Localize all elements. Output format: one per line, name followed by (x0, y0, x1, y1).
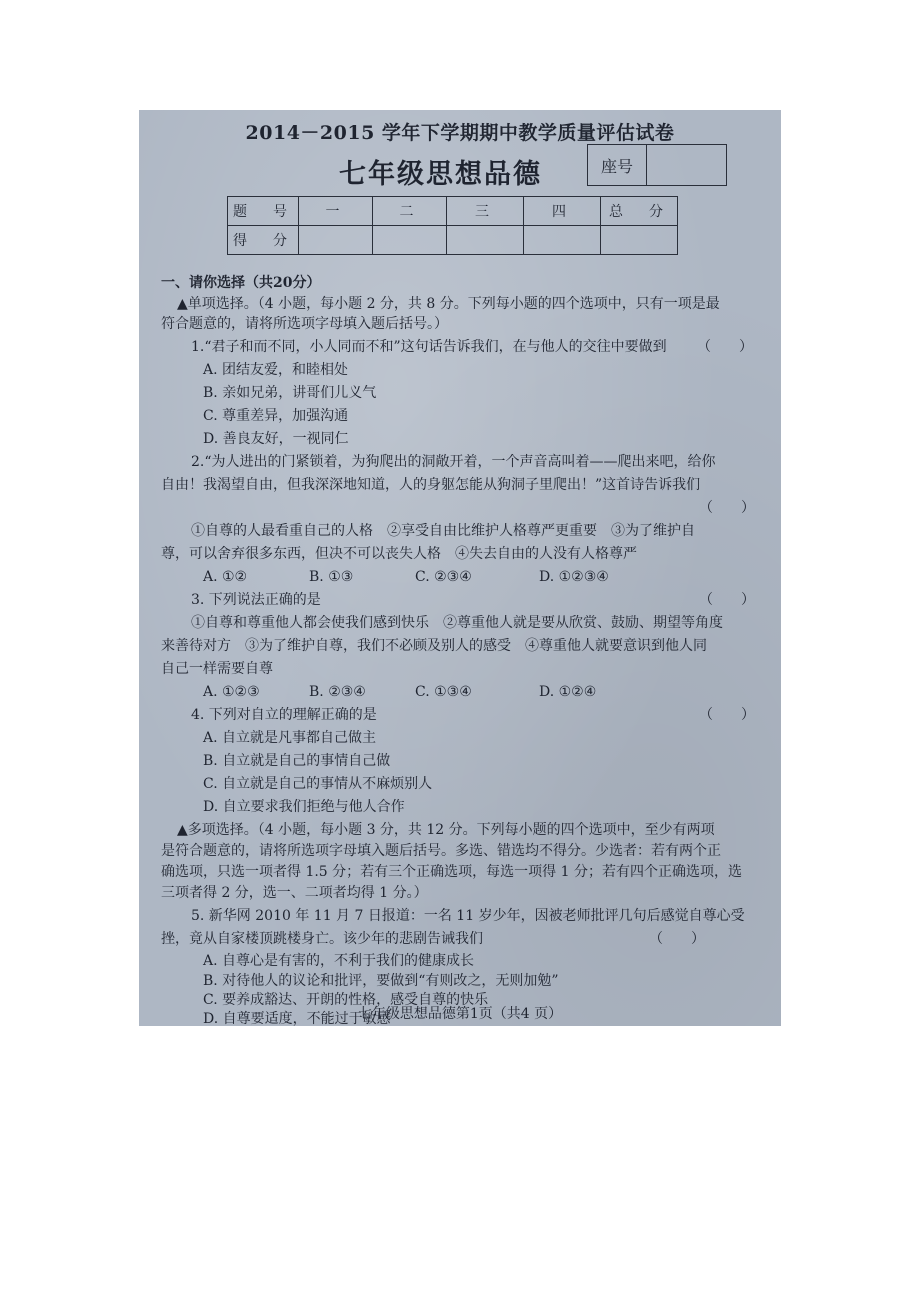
q3-stem: 3. 下列说法正确的是 (191, 592, 321, 608)
q2-statement-1: ①自尊的人最看重自己的人格 ②享受自由比维护人格尊严更重要 ③为了维护自 (191, 523, 695, 539)
single-choice-intro-1: ▲单项选择。（4 小题，每小题 2 分，共 8 分。下列每小题的四个选项中，只有一项是最 (177, 296, 720, 312)
score-cell (373, 226, 447, 255)
score-col-4: 四 (524, 197, 601, 226)
score-row-label: 得 分 (228, 226, 299, 255)
q3-option-b: B. ②③④ (309, 684, 366, 700)
q4-option-d: D. 自立要求我们拒绝与他人合作 (203, 799, 405, 815)
q2-option-a: A. ①② (203, 569, 248, 585)
score-cell (524, 226, 601, 255)
score-table-score-row (228, 226, 678, 255)
q2-bracket: （ ） (699, 500, 755, 516)
score-col-label: 题 号 (228, 197, 299, 226)
q2-option-c: C. ②③④ (415, 569, 472, 585)
q3-statement-2: 来善待对方 ③为了维护自尊，我们不必顾及别人的感受 ④尊重他人就要意识到他人同 (161, 638, 707, 654)
q2-option-b: B. ①③ (309, 569, 354, 585)
seat-number-box (587, 144, 727, 186)
q3-option-a: A. ①②③ (203, 684, 260, 700)
page-footer: 七年级思想品德第1页（共4 页） (357, 1006, 563, 1022)
exam-paper (139, 110, 781, 1026)
score-col-1: 一 (299, 197, 373, 226)
q3-statement-3: 自己一样需要自尊 (161, 661, 273, 677)
q5-stem-1: 5. 新华网 2010 年 11 月 7 日报道：一名 11 岁少年，因被老师批评几句后感觉自尊心受 (191, 908, 745, 924)
q1-bracket: （ ） (697, 339, 753, 355)
q4-option-a: A. 自立就是凡事都自己做主 (203, 730, 377, 746)
q1-stem: 1.“君子和而不同，小人同而不和”这句话告诉我们，在与他人的交往中要做到 (191, 339, 667, 355)
q1-option-d: D. 善良友好，一视同仁 (203, 431, 349, 447)
q5-option-c: C. 要养成豁达、开朗的性格，感受自尊的快乐 (203, 992, 489, 1008)
exam-title: 2014－2015 学年下学期期中教学质量评估试卷 (245, 122, 675, 144)
score-cell (447, 226, 524, 255)
q1-option-a: A. 团结友爱，和睦相处 (203, 362, 349, 378)
multi-choice-intro-4: 三项者得 2 分，选一、二项者均得 1 分。） (161, 885, 428, 901)
q3-statement-1: ①自尊和尊重他人都会使我们感到快乐 ②尊重他人就是要从欣赏、鼓励、期望等角度 (191, 615, 723, 631)
score-col-total: 总 分 (601, 197, 678, 226)
q1-option-b: B. 亲如兄弟，讲哥们儿义气 (203, 385, 377, 401)
q2-statement-2: 尊，可以舍弃很多东西，但决不可以丧失人格 ④失去自由的人没有人格尊严 (161, 546, 637, 562)
multi-choice-intro-1: ▲多项选择。（4 小题，每小题 3 分，共 12 分。下列每小题的四个选项中，至少有两项 (177, 822, 715, 838)
q5-stem-2: 挫，竟从自家楼顶跳楼身亡。该少年的悲剧告诫我们 (161, 931, 483, 947)
q5-option-b: B. 对待他人的议论和批评，要做到“有则改之，无则加勉” (203, 973, 559, 989)
multi-choice-intro-3: 确选项，只选一项者得 1.5 分；若有三个正确选项，每选一项得 1 分；若有四个正确选项，选 (161, 864, 742, 880)
seat-label: 座号 (588, 145, 647, 185)
seat-value (647, 145, 726, 185)
q3-option-c: C. ①③④ (415, 684, 472, 700)
score-cell (601, 226, 678, 255)
q4-stem: 4. 下列对自立的理解正确的是 (191, 707, 377, 723)
q5-option-a: A. 自尊心是有害的，不利于我们的健康成长 (203, 953, 475, 969)
section-heading: 一、请你选择（共20分） (161, 275, 321, 291)
q4-bracket: （ ） (699, 707, 755, 723)
score-col-3: 三 (447, 197, 524, 226)
q5-option-d: D. 自尊要适度，不能过于敏感 (203, 1011, 391, 1026)
q4-option-b: B. 自立就是自己的事情自己做 (203, 753, 391, 769)
q2-option-d: D. ①②③④ (539, 569, 609, 585)
multi-choice-intro-2: 是符合题意的，请将所选项字母填入题后括号。多选、错选均不得分。少选者：若有两个正 (161, 843, 721, 859)
q2-stem-1: 2.“为人进出的门紧锁着，为狗爬出的洞敞开着，一个声音高叫着——爬出来吧，给你 (191, 454, 716, 470)
subject-title: 七年级思想品德 (339, 159, 542, 190)
q3-option-d: D. ①②④ (539, 684, 597, 700)
score-table-header-row (228, 197, 678, 226)
score-table (227, 196, 678, 255)
q4-option-c: C. 自立就是自己的事情从不麻烦别人 (203, 776, 433, 792)
q2-stem-2: 自由！我渴望自由，但我深深地知道，人的身躯怎能从狗洞子里爬出！”这首诗告诉我们 (161, 477, 701, 493)
single-choice-intro-2: 符合题意的，请将所选项字母填入题后括号。） (161, 316, 448, 332)
q5-bracket: （ ） (649, 931, 705, 947)
score-col-2: 二 (373, 197, 447, 226)
q3-bracket: （ ） (699, 592, 755, 608)
score-cell (299, 226, 373, 255)
q1-option-c: C. 尊重差异，加强沟通 (203, 408, 349, 424)
